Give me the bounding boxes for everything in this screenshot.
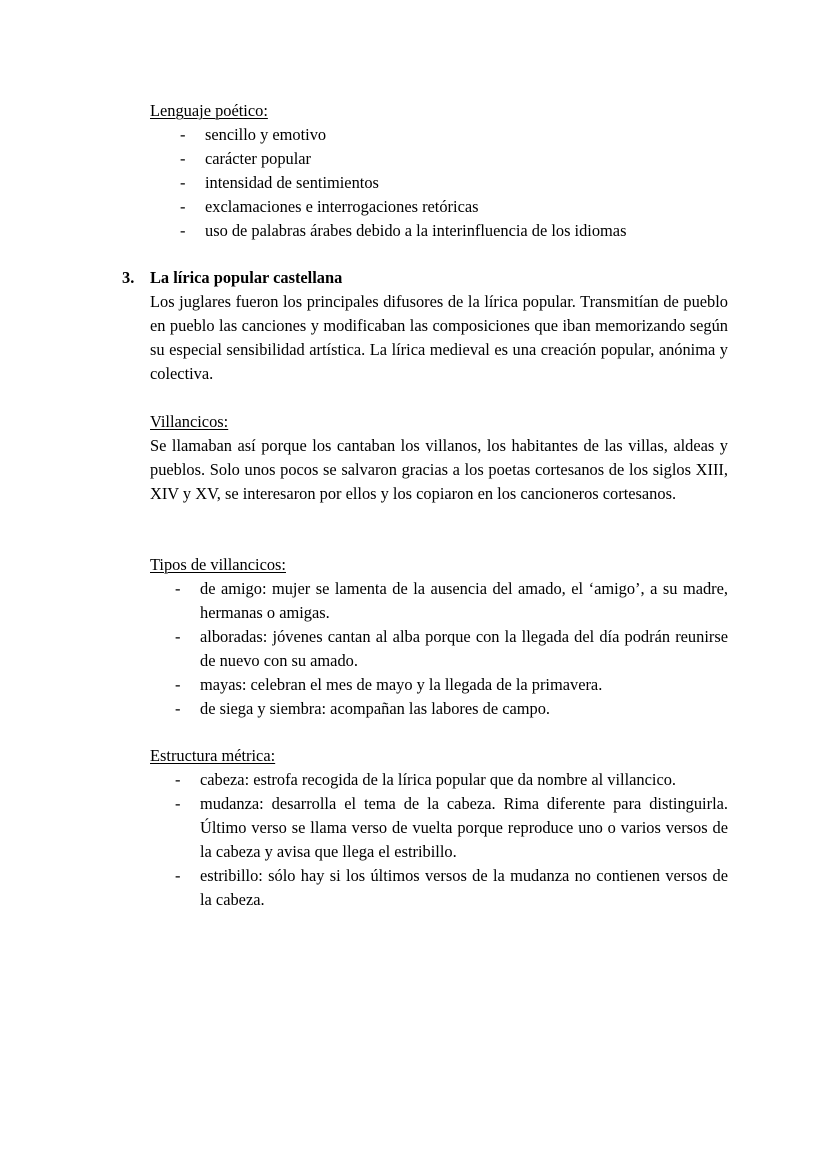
lenguaje-list — [150, 123, 728, 243]
dash-bullet: - — [175, 794, 181, 813]
list-item: - carácter popular — [150, 147, 728, 171]
tipos-section — [150, 553, 728, 721]
villancicos-heading: Villancicos: — [150, 412, 229, 431]
dash-bullet: - — [180, 197, 186, 216]
list-item: - alboradas: jóvenes cantan al alba porque con la llegada del día podrán reunirse de nuevo con su amado. — [175, 627, 728, 670]
list-item: - exclamaciones e interrogaciones retóricas — [150, 195, 728, 219]
section-3-title — [122, 266, 342, 290]
dash-bullet: - — [175, 579, 181, 598]
estructura-heading: Estructura métrica: — [150, 746, 276, 765]
dash-bullet: - — [175, 699, 181, 718]
dash-bullet: - — [180, 173, 186, 192]
dash-bullet: - — [175, 866, 181, 885]
villancicos-section — [150, 410, 728, 506]
list-item: - de amigo: mujer se lamenta de la ausencia del amado, el ‘amigo’, a su madre, hermanas o amigas. — [175, 579, 728, 622]
list-item: - uso de palabras árabes debido a la interinfluencia de los idiomas — [150, 219, 728, 243]
dash-bullet: - — [180, 125, 186, 144]
section-3-body — [150, 290, 728, 386]
section-number: 3. — [122, 268, 135, 287]
tipos-heading: Tipos de villancicos: — [150, 555, 286, 574]
tipos-list — [150, 577, 728, 721]
lenguaje-section — [150, 99, 728, 243]
estructura-section — [150, 744, 728, 912]
list-item: - de siega y siembra: acompañan las labores de campo. — [150, 697, 728, 721]
section-title-text: La lírica popular castellana — [150, 268, 343, 287]
dash-bullet: - — [175, 627, 181, 646]
list-item: - intensidad de sentimientos — [150, 171, 728, 195]
dash-bullet: - — [180, 149, 186, 168]
list-item: - cabeza: estrofa recogida de la lírica popular que da nombre al villancico. — [150, 768, 728, 792]
list-item: - estribillo: sólo hay si los últimos versos de la mudanza no contienen versos de la cabeza. — [175, 866, 728, 909]
list-item: - sencillo y emotivo — [150, 123, 728, 147]
section-3-paragraph: Los juglares fueron los principales difusores de la lírica popular. Transmitían de pueblo en pueblo las canciones y modificaban las composiciones que iban memorizando según su especial sensibilidad artística. La lírica medieval es una creación popular, anónima y colectiva. — [150, 292, 728, 383]
estructura-list — [150, 768, 728, 912]
lenguaje-heading: Lenguaje poético: — [150, 101, 268, 120]
dash-bullet: - — [175, 675, 181, 694]
dash-bullet: - — [175, 770, 181, 789]
list-item: - mayas: celebran el mes de mayo y la llegada de la primavera. — [150, 673, 728, 697]
villancicos-paragraph: Se llamaban así porque los cantaban los villanos, los habitantes de las villas, aldeas y pueblos. Solo unos pocos se salvaron gracias a los poetas cortesanos de los siglos XIII, XIV y XV, se interesaron por ellos y los copiaron en los cancioneros cortesanos. — [150, 436, 728, 503]
dash-bullet: - — [180, 221, 186, 240]
list-item: - mudanza: desarrolla el tema de la cabeza. Rima diferente para distinguirla. Último verso se llama verso de vuelta porque reproduce uno o varios versos de la cabeza y avisa que llega el estribillo. — [175, 794, 728, 861]
